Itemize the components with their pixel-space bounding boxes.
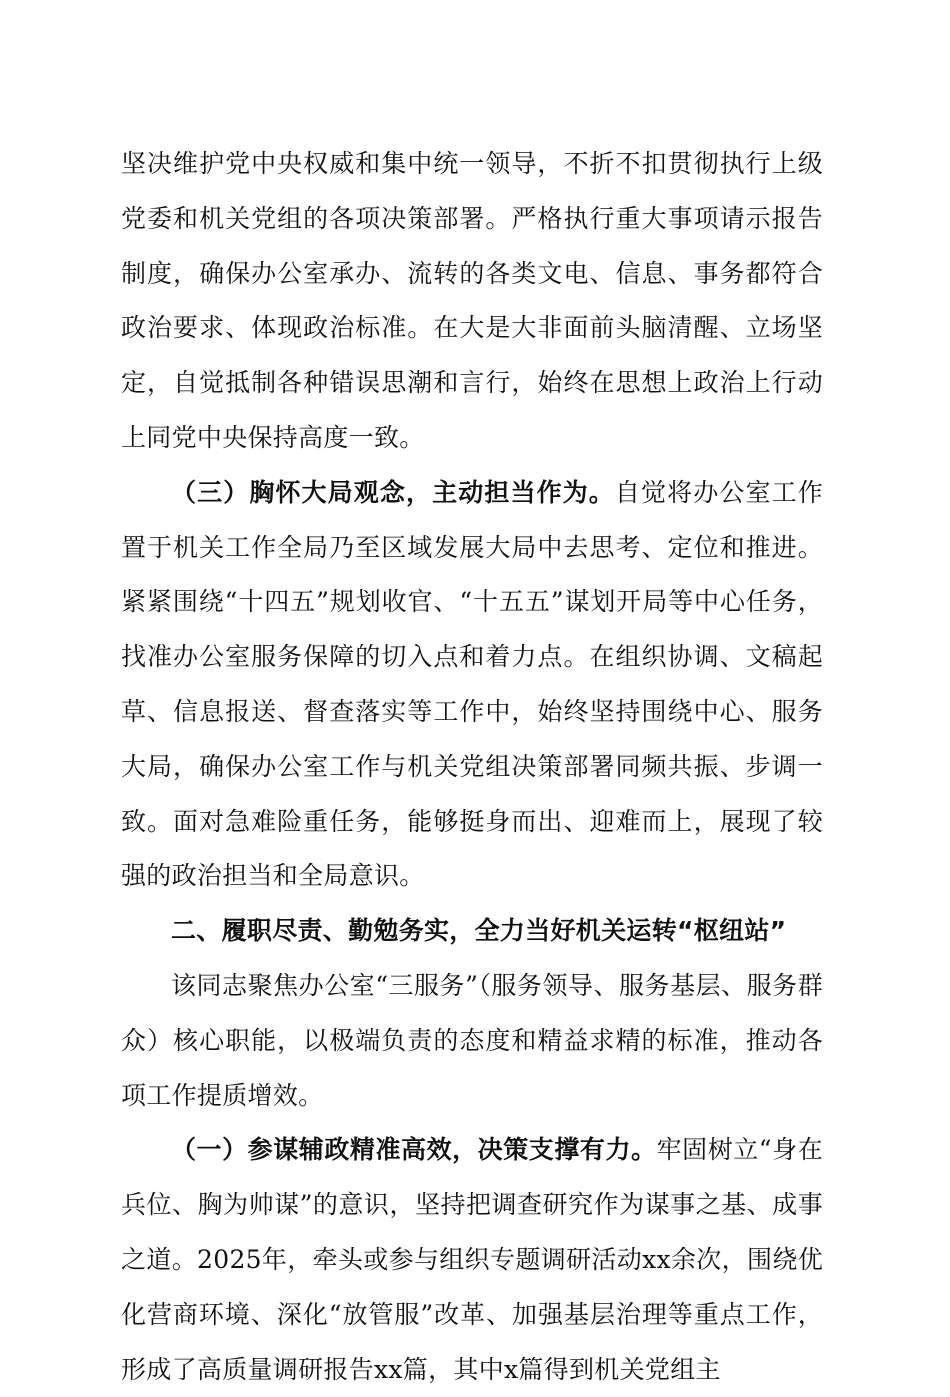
paragraph-body: 牢固树立“身在兵位、胸为帅谋”的意识，坚持把调查研究作为谋事之基、成事之道。2025年，牵头或参与组织专题调研活动xx余次，围绕优化营商环境、深化“放管服”改革、加强基层治理等重点工作，形成了高质量调研报告xx篇，其中x篇得到机关党组主 bbox=[121, 1135, 823, 1384]
paragraph-overall-situation bbox=[121, 466, 823, 904]
section-heading-two: 二、履职尽责、勤勉务实，全力当好机关运转“枢纽站” bbox=[171, 916, 787, 946]
paragraph-body: 自觉将办公室工作置于机关工作全局乃至区域发展大局中去思考、定位和推进。紧紧围绕“十四五”规划收官、“十五五”谋划开局等中心任务，找准办公室服务保障的切入点和着力点。在组织协调、文稿起草、信息报送、督查落实等工作中，始终坚持围绕中心、服务大局，确保办公室工作与机关党组决策部署同频共振、步调一致。面对急难险重任务，能够挺身而出、迎难而上，展现了较强的政治担当和全局意识。 bbox=[121, 477, 823, 891]
paragraph-advisory bbox=[121, 1123, 823, 1397]
paragraph-three-services: 该同志聚焦办公室“三服务”（服务领导、服务基层、服务群众）核心职能，以极端负责的态度和精益求精的标准，推动各项工作提质增效。 bbox=[121, 970, 823, 1110]
paragraph-political-loyalty: 坚决维护党中央权威和集中统一领导，不折不扣贯彻执行上级党委和机关党组的各项决策部署。严格执行重大事项请示报告制度，确保办公室承办、流转的各类文电、信息、事务都符合政治要求、体现政治标准。在大是大非面前头脑清醒、立场坚定，自觉抵制各种错误思潮和言行，始终在思想上政治上行动上同党中央保持高度一致。 bbox=[121, 149, 823, 452]
subheading-three: （三）胸怀大局观念，主动担当作为。 bbox=[171, 477, 615, 507]
document-body bbox=[121, 137, 823, 1397]
subheading-one: （一）参谋辅政精准高效，决策支撑有力。 bbox=[171, 1135, 657, 1165]
